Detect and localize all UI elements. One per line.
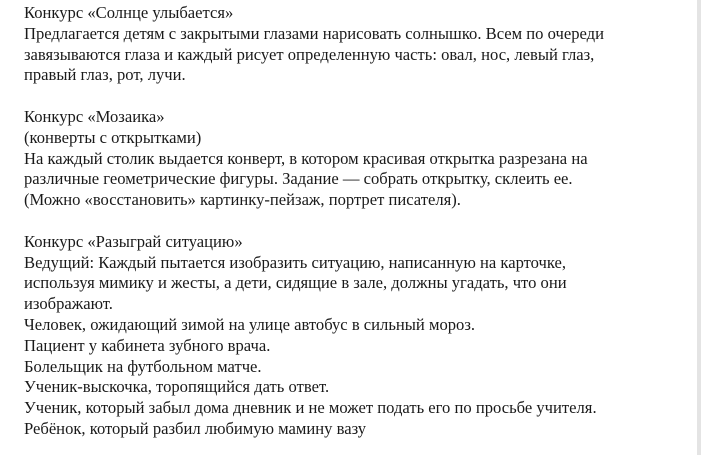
section-spacer <box>24 211 694 232</box>
list-item: Человек, ожидающий зимой на улице автобус в сильный мороз. <box>24 314 476 334</box>
section-situation-contest <box>24 232 694 440</box>
list-item: Ребёнок, который разбил любимую мамину вазу <box>24 418 367 438</box>
paragraph-line: используя мимику и жесты, а дети, сидящие в зале, должны угадать, что они <box>24 273 567 293</box>
window-edge <box>697 0 701 455</box>
document-body <box>24 3 694 440</box>
paragraph-line: изображают. <box>24 294 113 314</box>
paragraph-line: завязываются глаза и каждый рисует определенную часть: овал, нос, левый глаз, <box>24 44 595 64</box>
paragraph-line: (Можно «восстановить» картинку-пейзаж, портрет писателя). <box>24 190 461 210</box>
paragraph-line: Ведущий: Каждый пытается изобразить ситуацию, написанную на карточке, <box>24 252 567 272</box>
section-subtitle: (конверты с открытками) <box>24 127 202 147</box>
paragraph-line: правый глаз, рот, лучи. <box>24 65 186 85</box>
section-title: Конкурс «Солнце улыбается» <box>24 3 234 22</box>
list-item: Болельщик на футбольном матче. <box>24 356 262 376</box>
paragraph-line: различные геометрические фигуры. Задание — собрать открытку, склеить ее. <box>24 169 573 189</box>
list-item: Ученик-выскочка, торопящийся дать ответ. <box>24 377 330 397</box>
section-mosaic-contest <box>24 107 694 211</box>
section-sun-contest <box>24 3 694 86</box>
paragraph-line: Предлагается детям с закрытыми глазами нарисовать солнышко. Всем по очереди <box>24 23 604 43</box>
list-item: Ученик, который забыл дома дневник и не может подать его по просьбе учителя. <box>24 398 597 418</box>
paragraph-line: На каждый столик выдается конверт, в котором красивая открытка разрезана на <box>24 148 588 168</box>
list-item: Пациент у кабинета зубного врача. <box>24 335 271 355</box>
section-title: Конкурс «Мозаика» <box>24 106 165 126</box>
section-title: Конкурс «Разыграй ситуацию» <box>24 231 243 251</box>
section-spacer <box>24 86 694 107</box>
